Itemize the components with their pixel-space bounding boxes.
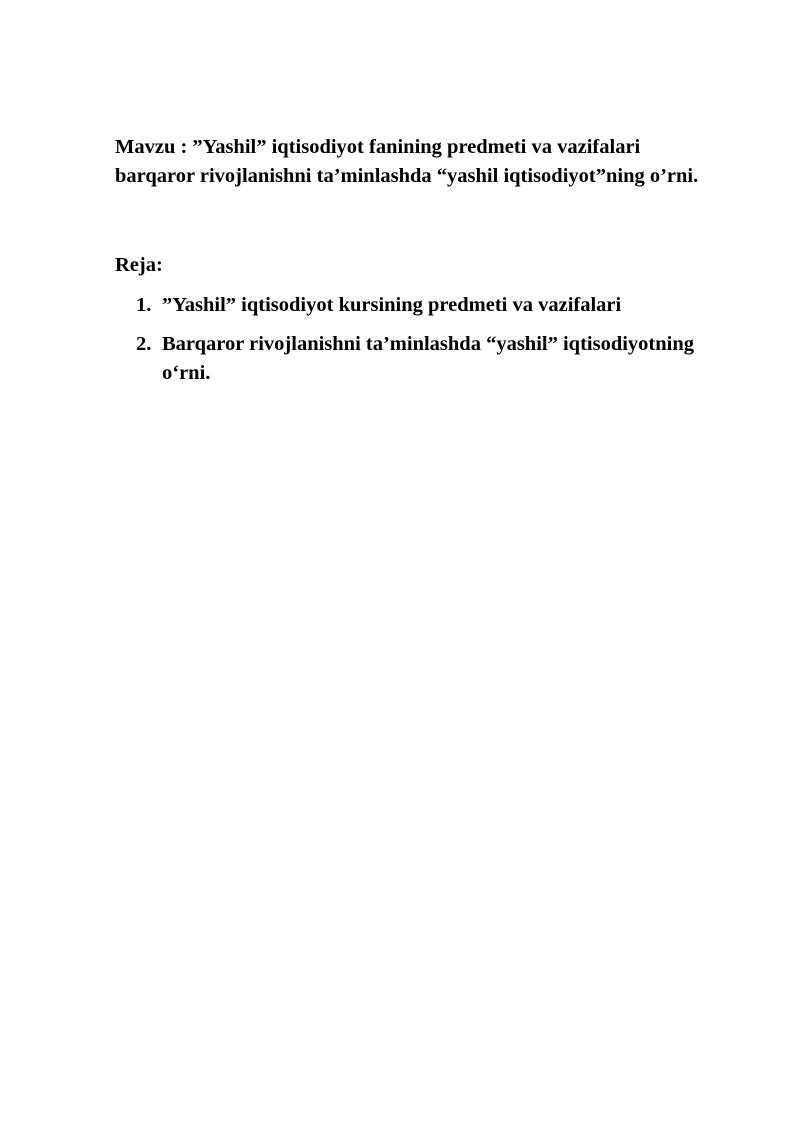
plan-item-text bbox=[162, 291, 756, 320]
plan-heading: Reja: bbox=[115, 254, 163, 276]
plan-item-text bbox=[162, 330, 756, 388]
plan-item-number: 2. bbox=[136, 333, 152, 355]
topic-title-line-1: Mavzu : ”Yashil” iqtisodiyot fanining predmeti va vazifalari bbox=[115, 136, 641, 158]
plan-item-line: Barqaror rivojlanishni ta’minlashda “yashil” iqtisodiyotning bbox=[162, 333, 694, 355]
topic-title-line-2: barqaror rivojlanishni ta’minlashda “yashil iqtisodiyot”ning o’rni. bbox=[115, 165, 699, 187]
plan-item-1 bbox=[136, 291, 756, 320]
plan-item-2 bbox=[136, 330, 756, 388]
topic-title bbox=[115, 133, 755, 191]
plan-item-line: o‘rni. bbox=[162, 362, 211, 384]
plan-item-number: 1. bbox=[136, 294, 152, 316]
plan-list bbox=[136, 291, 756, 388]
plan-item-line: ”Yashil” iqtisodiyot kursining predmeti va vazifalari bbox=[162, 294, 622, 316]
